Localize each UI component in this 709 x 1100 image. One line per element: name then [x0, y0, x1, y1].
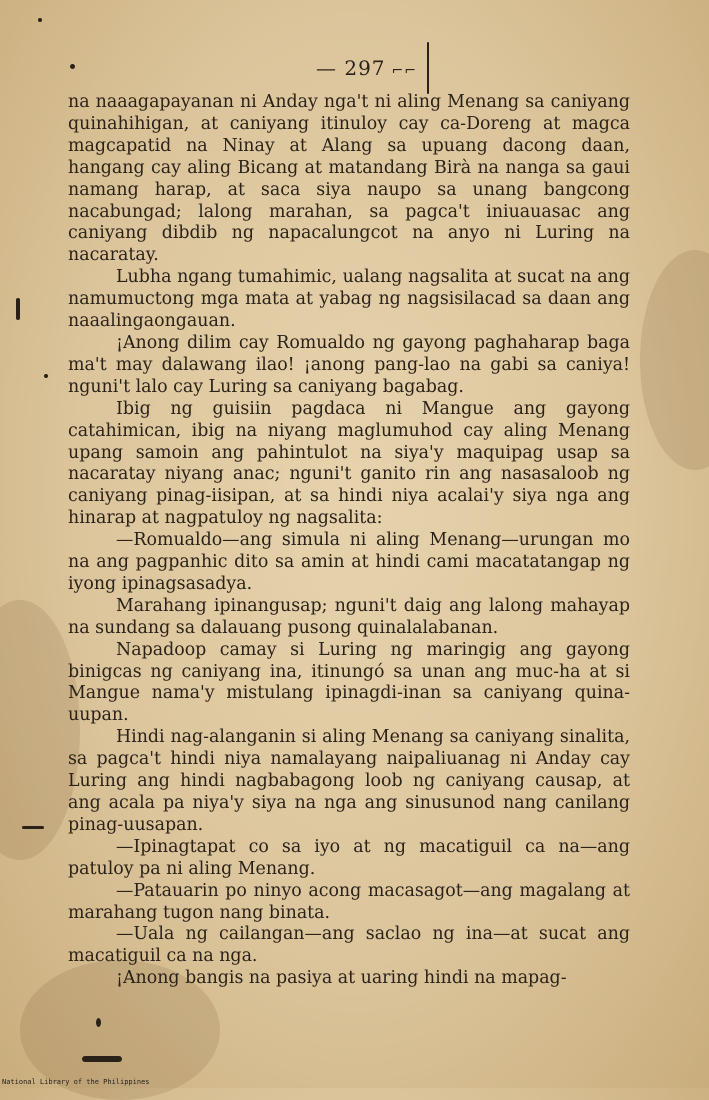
page-number-mark: ⌐⌐ [391, 63, 417, 79]
paragraph-12: ¡Anong bangis na pasiya at uaring hindi na mapag- [116, 968, 567, 989]
paragraph-7: Napadoop camay si Luring ng maringig ang gayong binigcas ng caniyang ina, itinungó sa unan ang muc-ha at si Mangue nama'y mistulang ipinagdi-inan sa caniyang quina-uupan. [68, 639, 630, 726]
ink-speck [16, 298, 20, 320]
ink-speck [44, 374, 48, 378]
paragraph-4: Ibig ng guisiin pagdaca ni Mangue ang gayong catahimican, ibig na niyang maglumuhod cay aling Menang upang samoin ang pahintulot na siya'y maquipag usap sa nacaratay niyang anac; nguni't ganito rin ang nasasaloob ng caniyang pinag-iisipan, at sa hindi niya acalai'y siya nga ang hinarap at nagpatuloy ng nagsalita: [68, 398, 630, 529]
ink-speck [38, 18, 42, 22]
library-footer: National Library of the Philippines [2, 1078, 150, 1086]
ink-speck [96, 1018, 101, 1027]
paragraph-2: Lubha ngang tumahimic, ualang nagsalita at sucat na ang namumuctong mga mata at yabag ng nagsisilacad sa daan ang naaalingaongauan. [68, 267, 630, 332]
paragraph-5: —Romualdo—ang simula ni aling Menang—urungan mo na ang pagpanhic dito sa amin at hindi cami macatatangap ng iyong ipinagsasadya. [68, 530, 630, 594]
paragraph-3: ¡Anong dilim cay Romualdo ng gayong paghaharap baga ma't may dalawang ilao! ¡anong pang-lao na gabi sa caniya! nguni't lalo cay Luring sa caniyang bagabag. [68, 332, 630, 397]
page-number [0, 56, 709, 80]
paragraph-10: —Patauarin po ninyo acong macasagot—ang magalang at marahang tugon nang binata. [68, 880, 630, 923]
body-text [68, 92, 630, 990]
paragraph-9: —Ipinagtapat co sa iyo at ng macatiguil ca na—ang patuloy pa ni aling Menang. [68, 836, 630, 879]
paragraph-11: —Uala ng cailangan—ang saclao ng ina—at sucat ang macatiguil ca na nga. [68, 924, 630, 967]
paper-stain [640, 250, 709, 470]
paragraph-1: na naaagapayanan ni Anday nga't ni aling Menang sa caniyang quinahihigan, at caniyang itinuloy cay ca-Doreng at magca magcapatid na Ninay at Alang sa upuang dacong daan, hangang cay aling Bicang at matandang Birà na nanga sa gaui namang harap, at saca siya naupo sa unang bangcong nacabungad; lalong marahan, sa pagca't iniuauasac ang caniyang dibdib ng napacalungcot na anyo ni Luring na nacaratay. [68, 92, 630, 266]
ink-speck [22, 826, 44, 829]
ink-speck [82, 1056, 122, 1062]
paragraph-8: Hindi nag-alanganin si aling Menang sa caniyang sinalita, sa pagca't hindi niya namalayang naipaliuanag ni Anday cay Luring ang hindi nagbabagong loob ng caniyang causap, at ang acala pa niya'y siya na nga ang sinusunod nang canilang pinag-uusapan. [68, 727, 630, 835]
page-number-value: — 297 [316, 56, 386, 80]
paragraph-6: Marahang ipinangusap; nguni't daig ang lalong mahayap na sundang sa dalauang pusong quinalalabanan. [68, 595, 630, 638]
